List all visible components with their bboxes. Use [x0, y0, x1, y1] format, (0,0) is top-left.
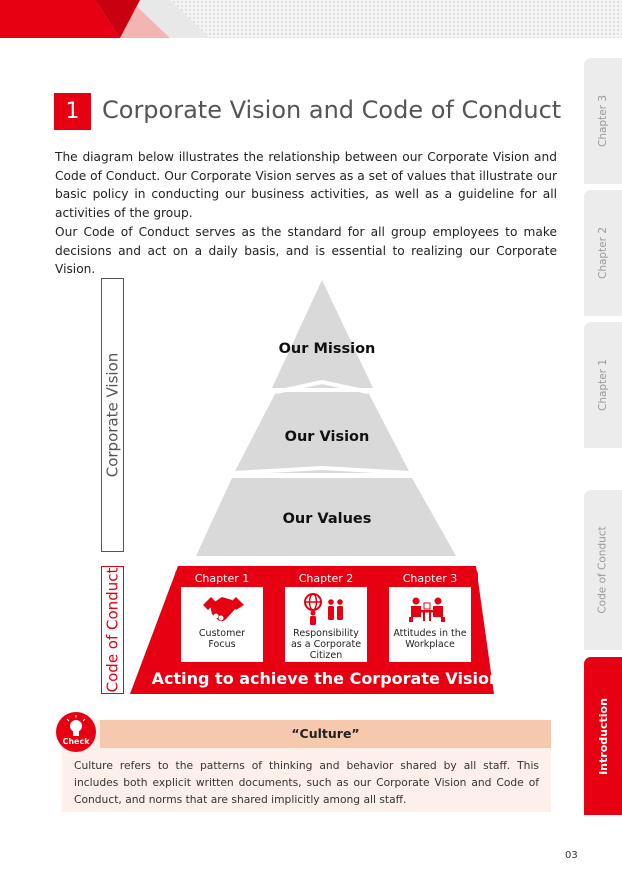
- chapter-1-tab: Chapter 1: [194, 572, 250, 585]
- chapter-3-tab: Chapter 3: [402, 572, 458, 585]
- tab-chapter-3[interactable]: [584, 58, 622, 184]
- chapter-2-tab: Chapter 2: [298, 572, 354, 585]
- tab-introduction[interactable]: [584, 657, 622, 815]
- pyramid-vision-label: Our Vision: [284, 429, 370, 445]
- chapter-1-card-text: Customer Focus: [198, 628, 246, 650]
- intro-paragraph-1: The diagram below illustrates the relationship between our Corporate Vision and Code of Conduct. Our Corporate Vision serves as a set of values that illustrate our basic policy in conducting our business activities, as well as a guideline for all activities of the group.: [55, 150, 557, 221]
- lightbulb-icon: [56, 712, 96, 752]
- pyramid-mission: [272, 280, 373, 388]
- pyramid-values-label: Our Values: [282, 511, 372, 527]
- page-title: Corporate Vision and Code of Conduct: [102, 96, 562, 124]
- tab-chapter-1-label: Chapter 1: [597, 359, 609, 411]
- tab-chapter-2[interactable]: [584, 190, 622, 316]
- pyramid-mission-label: Our Mission: [278, 341, 376, 357]
- code-of-conduct-text: Code of Conduct: [103, 567, 122, 693]
- tab-introduction-label: Introduction: [596, 697, 610, 775]
- check-badge-label: Check: [62, 737, 90, 746]
- base-caption: Acting to achieve the Corporate Vision: [151, 669, 501, 688]
- page-number: 03: [565, 850, 578, 861]
- check-badge: [56, 712, 96, 752]
- tab-chapter-3-label: Chapter 3: [597, 95, 609, 147]
- chapter-3-card-text: Attitudes in the Workplace: [393, 628, 467, 650]
- intro-paragraph-2: Our Code of Conduct serves as the standard for all group employees to make decisions and act on a daily basis, and is essential to realizing our Corporate Vision.: [55, 224, 557, 277]
- corporate-vision-text: Corporate Vision: [103, 352, 122, 478]
- tab-code-of-conduct[interactable]: [584, 490, 622, 650]
- chapter-2-card-text: Responsibility as a Corporate Citizen: [290, 628, 362, 661]
- tab-chapter-1[interactable]: [584, 322, 622, 448]
- tab-code-of-conduct-label: Code of Conduct: [597, 526, 610, 614]
- section-number: 1: [54, 93, 91, 130]
- tab-chapter-2-label: Chapter 2: [597, 227, 609, 279]
- culture-title: “Culture”: [100, 720, 551, 748]
- culture-body: Culture refers to the patterns of thinking and behavior shared by all staff. This includes both explicit written documents, such as our Corporate Vision and Code of Conduct, and norms that are shared implicitly among all staff.: [74, 759, 539, 807]
